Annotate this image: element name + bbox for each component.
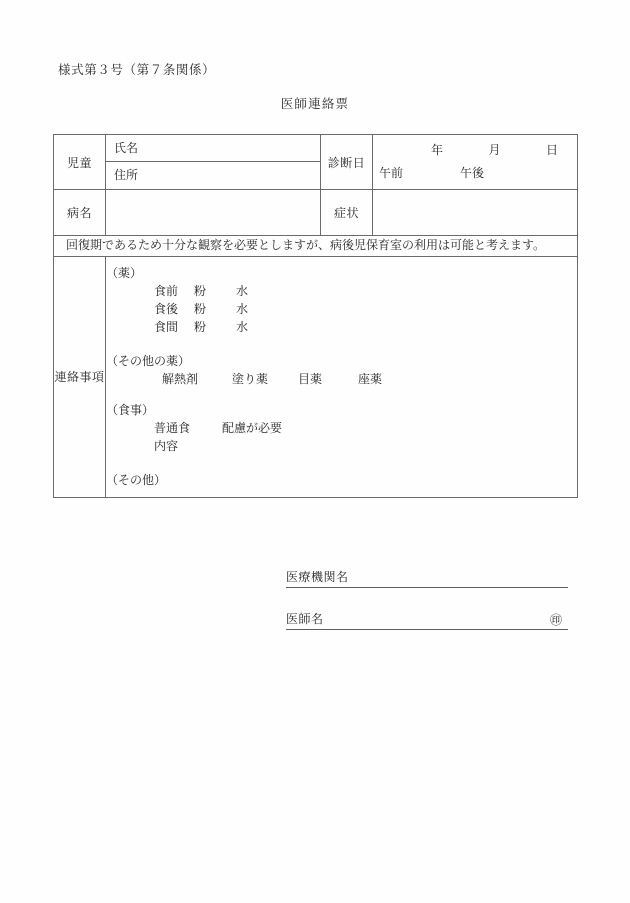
ointment-option[interactable]: 塗り薬 bbox=[232, 372, 269, 387]
institution-row[interactable] bbox=[286, 551, 568, 588]
spacer bbox=[106, 388, 577, 401]
table-row-notes bbox=[54, 256, 578, 497]
medical-contact-form-table bbox=[53, 134, 578, 498]
doctor-row[interactable] bbox=[286, 593, 568, 630]
year-unit: 年 bbox=[431, 143, 444, 157]
disease-value-field[interactable] bbox=[106, 190, 321, 236]
medicine-heading: （薬） bbox=[106, 266, 143, 281]
medicine-group bbox=[106, 264, 577, 336]
recovery-statement: 回復期であるため十分な観察を必要としますが、病後児保育室の利用は可能と考えます。 bbox=[54, 236, 578, 257]
antipyretic-option[interactable]: 解熱剤 bbox=[162, 372, 199, 387]
powder-option-after-meal[interactable]: 粉 bbox=[194, 302, 207, 317]
liquid-option-before-meal[interactable]: 水 bbox=[236, 284, 249, 299]
medicine-row-between-meal bbox=[106, 318, 577, 336]
liquid-option-between-meal[interactable]: 水 bbox=[236, 320, 249, 335]
form-number: 様式第３号（第７条関係） bbox=[58, 63, 216, 77]
table-row-statement bbox=[54, 236, 578, 257]
other-medicine-group bbox=[106, 352, 577, 388]
medicine-row-after-meal bbox=[106, 300, 577, 318]
suppository-option[interactable]: 座薬 bbox=[358, 372, 383, 387]
other-heading: （その他） bbox=[106, 473, 167, 488]
diagnosis-date-label: 診断日 bbox=[321, 135, 373, 190]
pm-option[interactable]: 午後 bbox=[460, 166, 485, 180]
page-title: 医師連絡票 bbox=[280, 97, 350, 111]
table-row-child bbox=[54, 135, 578, 190]
normal-meal-option[interactable]: 普通食 bbox=[154, 421, 191, 436]
seal-icon: ㊞ bbox=[549, 613, 562, 627]
month-unit: 月 bbox=[488, 143, 502, 157]
medicine-row-before-meal bbox=[106, 282, 577, 300]
meal-group bbox=[106, 401, 577, 455]
institution-label: 医療機関名 bbox=[286, 570, 349, 584]
symptom-value-field[interactable] bbox=[373, 190, 578, 236]
diagnosis-date-cell[interactable] bbox=[373, 135, 578, 190]
meal-content-field[interactable]: 内容 bbox=[154, 439, 179, 454]
notes-label: 連絡事項 bbox=[54, 256, 106, 497]
eyedrops-option[interactable]: 目薬 bbox=[298, 372, 323, 387]
timing-after-meal[interactable]: 食後 bbox=[154, 302, 179, 317]
doctor-label: 医師名 bbox=[286, 612, 324, 626]
day-unit: 日 bbox=[546, 143, 559, 157]
notes-body bbox=[106, 256, 578, 497]
other-medicine-heading: （その他の薬） bbox=[106, 354, 191, 369]
signature-block bbox=[286, 551, 568, 630]
timing-before-meal[interactable]: 食前 bbox=[154, 284, 179, 299]
liquid-option-after-meal[interactable]: 水 bbox=[236, 302, 249, 317]
disease-label: 病名 bbox=[54, 190, 106, 236]
meal-heading: （食事） bbox=[106, 403, 155, 418]
am-option[interactable]: 午前 bbox=[379, 166, 404, 180]
child-name-address-cell bbox=[106, 135, 321, 190]
child-label: 児童 bbox=[54, 135, 106, 190]
meal-options bbox=[106, 419, 577, 437]
powder-option-between-meal[interactable]: 粉 bbox=[194, 320, 207, 335]
special-care-meal-option[interactable]: 配慮が必要 bbox=[222, 421, 283, 436]
name-field[interactable]: 氏名 bbox=[106, 135, 320, 162]
symptom-label: 症状 bbox=[321, 190, 373, 236]
spacer bbox=[106, 455, 577, 471]
table-row-disease bbox=[54, 190, 578, 236]
other-group bbox=[106, 471, 577, 489]
address-field[interactable]: 住所 bbox=[114, 168, 139, 182]
other-medicine-options bbox=[106, 370, 577, 388]
timing-between-meal[interactable]: 食間 bbox=[154, 320, 179, 335]
spacer bbox=[106, 336, 577, 352]
powder-option-before-meal[interactable]: 粉 bbox=[194, 284, 207, 299]
